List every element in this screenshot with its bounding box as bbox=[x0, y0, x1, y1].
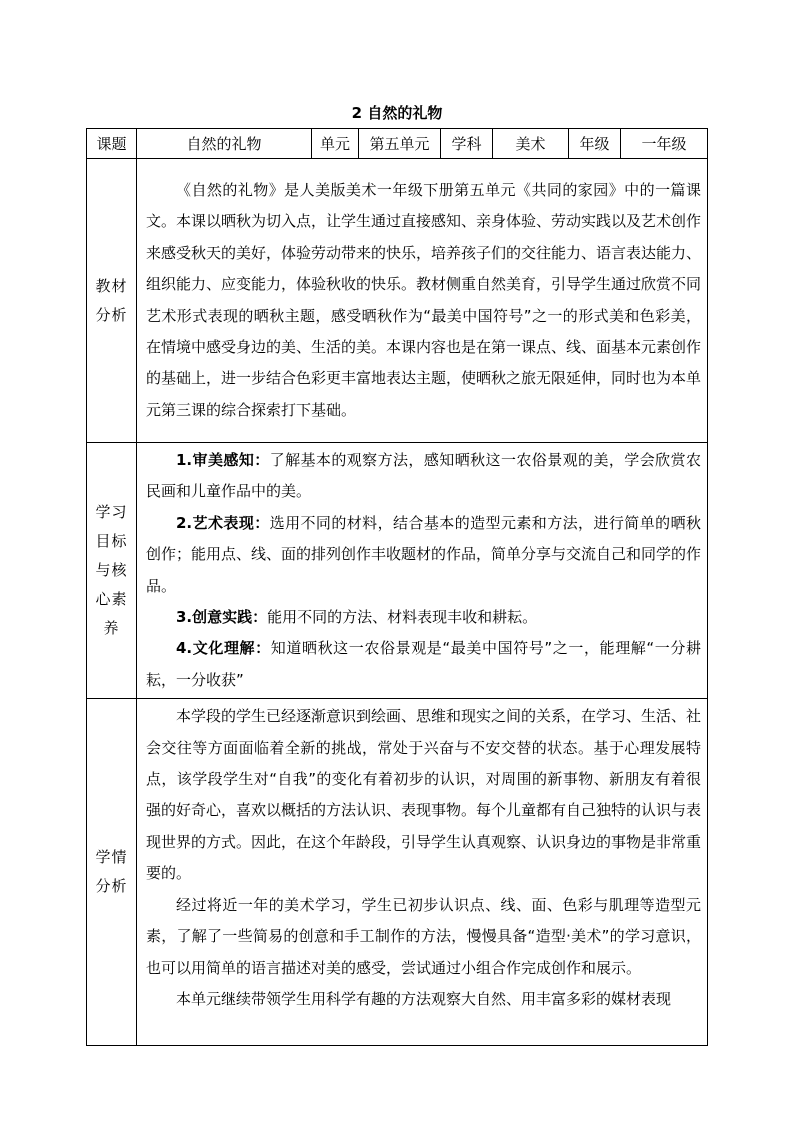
goals-row bbox=[87, 443, 708, 699]
page-title: 2 自然的礼物 bbox=[351, 104, 443, 122]
goal-heading: 1.审美感知： bbox=[176, 451, 270, 469]
goal-item bbox=[146, 445, 701, 508]
students-paragraph: 经过将近一年的美术学习，学生已初步认识点、线、面、色彩与肌理等造型元素，了解了一些简易的创意和手工制作的方法，慢慢具备“造型·美术”的学习意识，也可以用简单的语言描述对美的感受，尝试通过小组合作完成创作和展示。 bbox=[146, 895, 701, 977]
goal-body: 选用不同的材料，结合基本的造型元素和方法，进行简单的晒秋创作；能用点、线、面的排列创作丰收题材的作品，简单分享与交流自己和同学的作品。 bbox=[146, 513, 702, 595]
grade-label: 年级 bbox=[569, 129, 621, 159]
students-row bbox=[87, 699, 708, 1046]
textbook-label-cell bbox=[87, 159, 137, 443]
goal-body: 了解基本的观察方法，感知晒秋这一农俗景观的美，学会欣赏农民画和儿童作品中的美。 bbox=[146, 451, 701, 501]
unit-label: 单元 bbox=[312, 129, 359, 159]
students-label: 学情分析 bbox=[95, 848, 128, 896]
goal-body: 能用不同的方法、材料表现丰收和耕耘。 bbox=[267, 608, 538, 627]
goal-heading: 4.文化理解： bbox=[176, 639, 271, 658]
goal-item bbox=[146, 633, 701, 696]
students-paragraph: 本单元继续带领学生用科学有趣的方法观察大自然、用丰富多彩的媒材表现 bbox=[176, 989, 672, 1008]
goal-item bbox=[146, 602, 701, 633]
topic-value: 自然的礼物 bbox=[137, 129, 312, 159]
topic-label: 课题 bbox=[87, 129, 137, 159]
lesson-plan-table bbox=[86, 128, 708, 1046]
unit-value: 第五单元 bbox=[359, 129, 441, 159]
goals-content bbox=[137, 443, 708, 699]
textbook-text: 《自然的礼物》是人美版美术一年级下册第五单元《共同的家园》中的一篇课文。本课以晒秋为切入点，让学生通过直接感知、亲身体验、劳动实践以及艺术创作来感受秋天的美好，体验劳动带来的快乐，培养孩子们的交往能力、语言表达能力、组织能力、应变能力，体验秋收的快乐。教材侧重自然美育，引导学生通过欣赏不同艺术形式表现的晒秋主题，感受晒秋作为“最美中国符号”之一的形式美和色彩美，在情境中感受身边的美、生活的美。本课内容也是在第一课点、线、面基本元素创作的基础上，进一步结合色彩更丰富地表达主题，使晒秋之旅无限延伸，同时也为本单元第三课的综合探索打下基础。 bbox=[146, 180, 702, 419]
goal-heading: 3.创意实践： bbox=[176, 608, 268, 627]
goal-body: 知道晒秋这一农俗景观是“最美中国符号”之一，能理解“一分耕耘，一分收获” bbox=[146, 639, 701, 689]
goals-label-cell bbox=[87, 443, 137, 699]
goal-heading: 2.艺术表现： bbox=[176, 513, 270, 532]
subject-value: 美术 bbox=[493, 129, 569, 159]
textbook-row bbox=[87, 159, 708, 443]
grade-value: 一年级 bbox=[621, 129, 708, 159]
goals-label: 学习目标与核心素养 bbox=[95, 503, 128, 638]
subject-label: 学科 bbox=[441, 129, 493, 159]
goal-item bbox=[146, 508, 701, 602]
students-paragraph: 本学段的学生已经逐渐意识到绘画、思维和现实之间的关系，在学习、生活、社会交往等方面面临着全新的挑战，常处于兴奋与不安交替的状态。基于心理发展特点，该学段学生对“自我”的变化有着初步的认识，对周围的新事物、新朋友有着很强的好奇心，喜欢以概括的方法认识、表现事物。每个儿童都有自己独特的认识与表现世界的方式。因此，在这个年龄段，引导学生认真观察、认识身边的事物是非常重要的。 bbox=[146, 707, 702, 883]
students-content bbox=[137, 699, 708, 1046]
students-label-cell bbox=[87, 699, 137, 1046]
textbook-content bbox=[137, 159, 708, 443]
textbook-label: 教材分析 bbox=[95, 276, 128, 324]
header-row bbox=[87, 129, 708, 159]
